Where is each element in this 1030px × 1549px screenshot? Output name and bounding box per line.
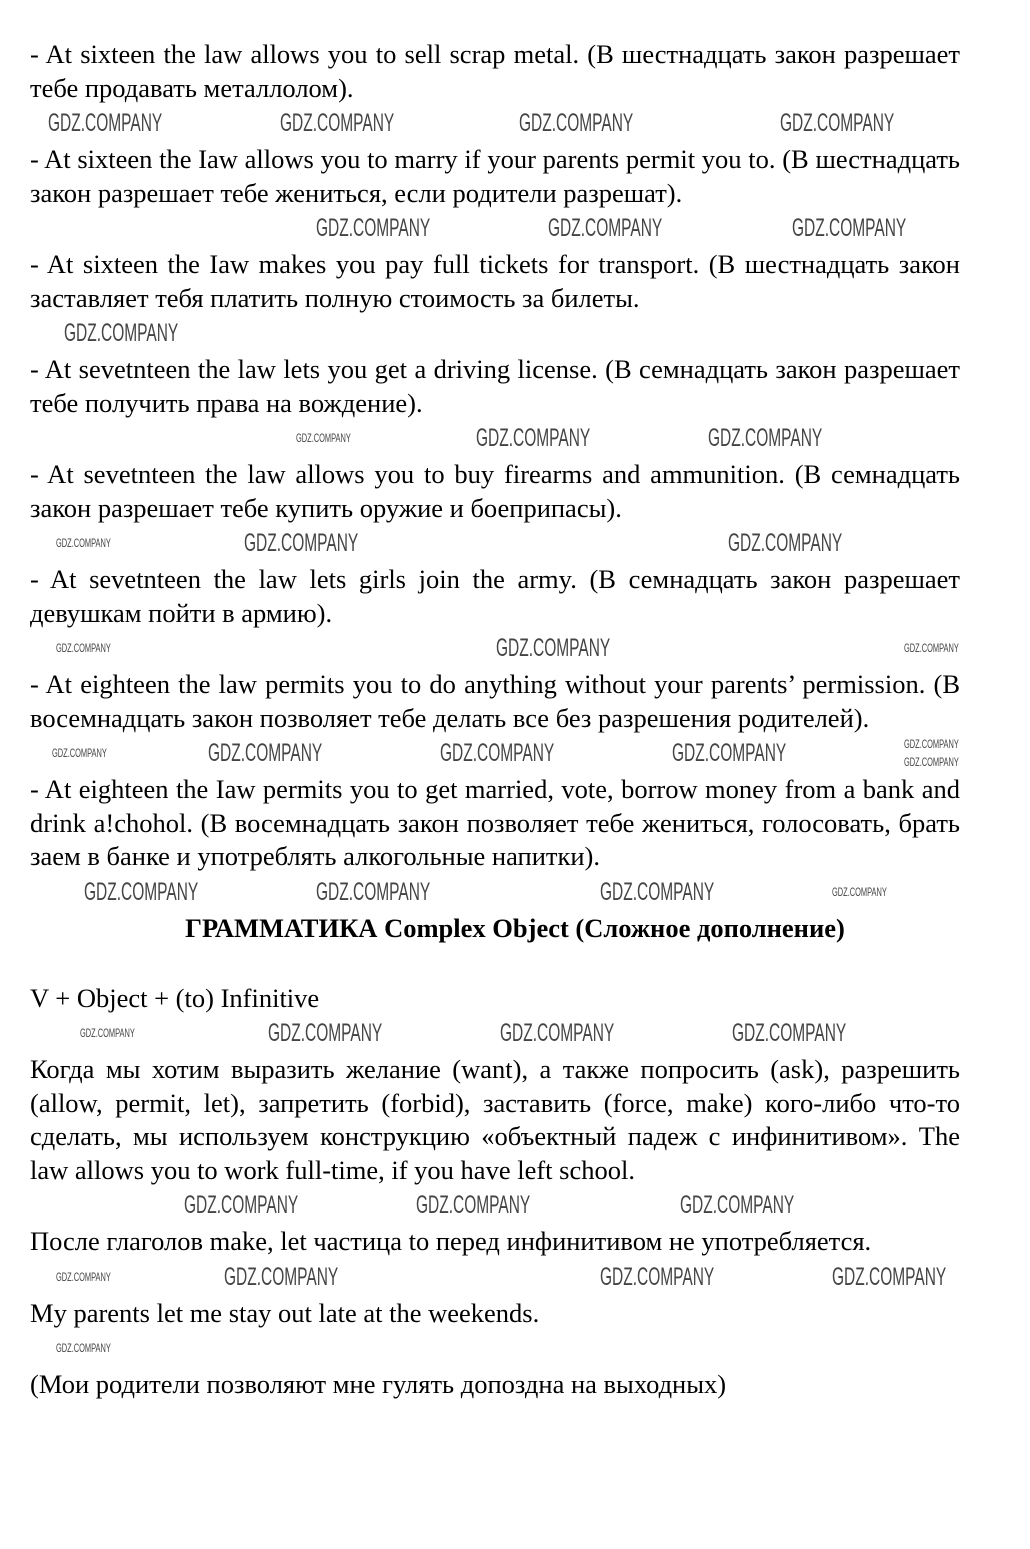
watermark: GDZ.COMPANY	[56, 1269, 111, 1284]
watermark-row	[0, 735, 1030, 773]
watermark: GDZ.COMPANY	[184, 1191, 299, 1219]
grammar-explanation: Когда мы хотим выразить желание (want), а также попросить (ask), разрешить (allow, permit, let), запретить (forbid), заставить (force, make) кого-либо что-то сделать, мы используем конструкцию «объектный падеж с инфинитивом». The law allows you to work full-time, if you have left school.	[30, 1054, 960, 1185]
watermark: GDZ.COMPANY	[268, 1019, 383, 1047]
watermark: GDZ.COMPANY	[280, 109, 395, 137]
paragraph-sixteen-scrap-metal: - At sixteen the law allows you to sell scrap metal. (В шестнадцать закон разрешает тебе продавать металлолом).	[30, 39, 960, 103]
paragraph-seventeen-army: - At sevetnteen the law lets girls join the army. (В семнадцать закон разрешает девушкам пойти в армию).	[30, 564, 960, 628]
watermark-row	[0, 630, 1030, 668]
watermark-row	[0, 105, 1030, 143]
watermark: GDZ.COMPANY	[56, 536, 111, 550]
paragraph-sixteen-marry: - At sixteen the Iaw allows you to marry if your parents permit you to. (В шестнадцать закон разрешает тебе жениться, если родители разрешат).	[30, 144, 960, 208]
watermark-row	[0, 1015, 1030, 1053]
watermark: GDZ.COMPANY	[904, 737, 959, 751]
grammar-note: После глаголов make, let частица to перед инфинитивом не употребляется.	[30, 1226, 872, 1256]
paragraph-seventeen-firearms: - At sevetnteen the law allows you to buy firearms and ammunition. (В семнадцать закон разрешает тебе купить оружие и боеприпасы).	[30, 459, 960, 523]
watermark: GDZ.COMPANY	[708, 424, 823, 452]
watermark: GDZ.COMPANY	[224, 1262, 339, 1291]
watermark: GDZ.COMPANY	[244, 529, 359, 557]
watermark-row	[0, 1330, 1030, 1368]
watermark-row	[0, 210, 1030, 248]
grammar-heading: ГРАММАТИКА Complex Object (Сложное дополнение)	[185, 912, 845, 943]
grammar-example: My parents let me stay out late at the weekends.	[30, 1297, 540, 1328]
watermark: GDZ.COMPANY	[780, 109, 895, 137]
paragraph-seventeen-driving: - At sevetnteen the law lets you get a driving license. (В семнадцать закон разрешает тебе получить права на вождение).	[30, 354, 960, 418]
watermark: GDZ.COMPANY	[672, 739, 787, 767]
watermark: GDZ.COMPANY	[64, 319, 179, 347]
watermark: GDZ.COMPANY	[52, 746, 107, 760]
watermark-row	[0, 525, 1030, 563]
watermark-row	[0, 1259, 1030, 1297]
watermark-row	[0, 420, 1030, 458]
watermark: GDZ.COMPANY	[56, 641, 111, 655]
watermark: GDZ.COMPANY	[680, 1191, 795, 1219]
watermark: GDZ.COMPANY	[500, 1019, 615, 1047]
watermark: GDZ.COMPANY	[519, 109, 634, 137]
watermark: GDZ.COMPANY	[728, 529, 843, 557]
watermark-row	[0, 874, 1030, 912]
paragraph-sixteen-tickets: - At sixteen the Iaw makes you pay full tickets for transport. (В шестнадцать закон заставляет тебя платить полную стоимость за билеты.	[30, 249, 960, 313]
watermark: GDZ.COMPANY	[904, 755, 959, 769]
watermark: GDZ.COMPANY	[548, 214, 663, 242]
watermark: GDZ.COMPANY	[416, 1191, 531, 1219]
watermark: GDZ.COMPANY	[792, 214, 907, 242]
watermark: GDZ.COMPANY	[476, 424, 591, 452]
watermark: GDZ.COMPANY	[80, 1026, 135, 1040]
watermark: GDZ.COMPANY	[600, 1262, 715, 1291]
watermark: GDZ.COMPANY	[600, 877, 715, 906]
grammar-example-translation: (Мои родители позволяют мне гулять допоздна на выходных)	[30, 1369, 727, 1399]
watermark: GDZ.COMPANY	[440, 739, 555, 767]
watermark: GDZ.COMPANY	[496, 634, 611, 662]
watermark-row	[0, 315, 1030, 353]
paragraph-eighteen-married: - At eighteen the Iaw permits you to get married, vote, borrow money from a bank and drink a!chohol. (В восемнадцать закон позволяет тебе жениться, голосовать, брать заем в банке и употреблять алкогольные напитки).	[30, 774, 960, 871]
paragraph-eighteen-anything: - At eighteen the law permits you to do anything without your parents’ permission. (В восемнадцать закон позволяет тебе делать все без разрешения родителей).	[30, 669, 960, 733]
watermark: GDZ.COMPANY	[296, 431, 351, 445]
watermark: GDZ.COMPANY	[732, 1019, 847, 1047]
grammar-formula: V + Object + (to) Infinitive	[30, 982, 320, 1013]
watermark: GDZ.COMPANY	[48, 109, 163, 137]
watermark: GDZ.COMPANY	[84, 877, 199, 906]
watermark: GDZ.COMPANY	[316, 214, 431, 242]
spacer	[0, 945, 1030, 982]
watermark: GDZ.COMPANY	[832, 1262, 947, 1291]
watermark: GDZ.COMPANY	[56, 1341, 111, 1355]
watermark: GDZ.COMPANY	[316, 877, 431, 906]
watermark: GDZ.COMPANY	[832, 884, 887, 899]
watermark: GDZ.COMPANY	[208, 739, 323, 767]
watermark-row	[0, 1187, 1030, 1225]
watermark: GDZ.COMPANY	[904, 641, 959, 655]
